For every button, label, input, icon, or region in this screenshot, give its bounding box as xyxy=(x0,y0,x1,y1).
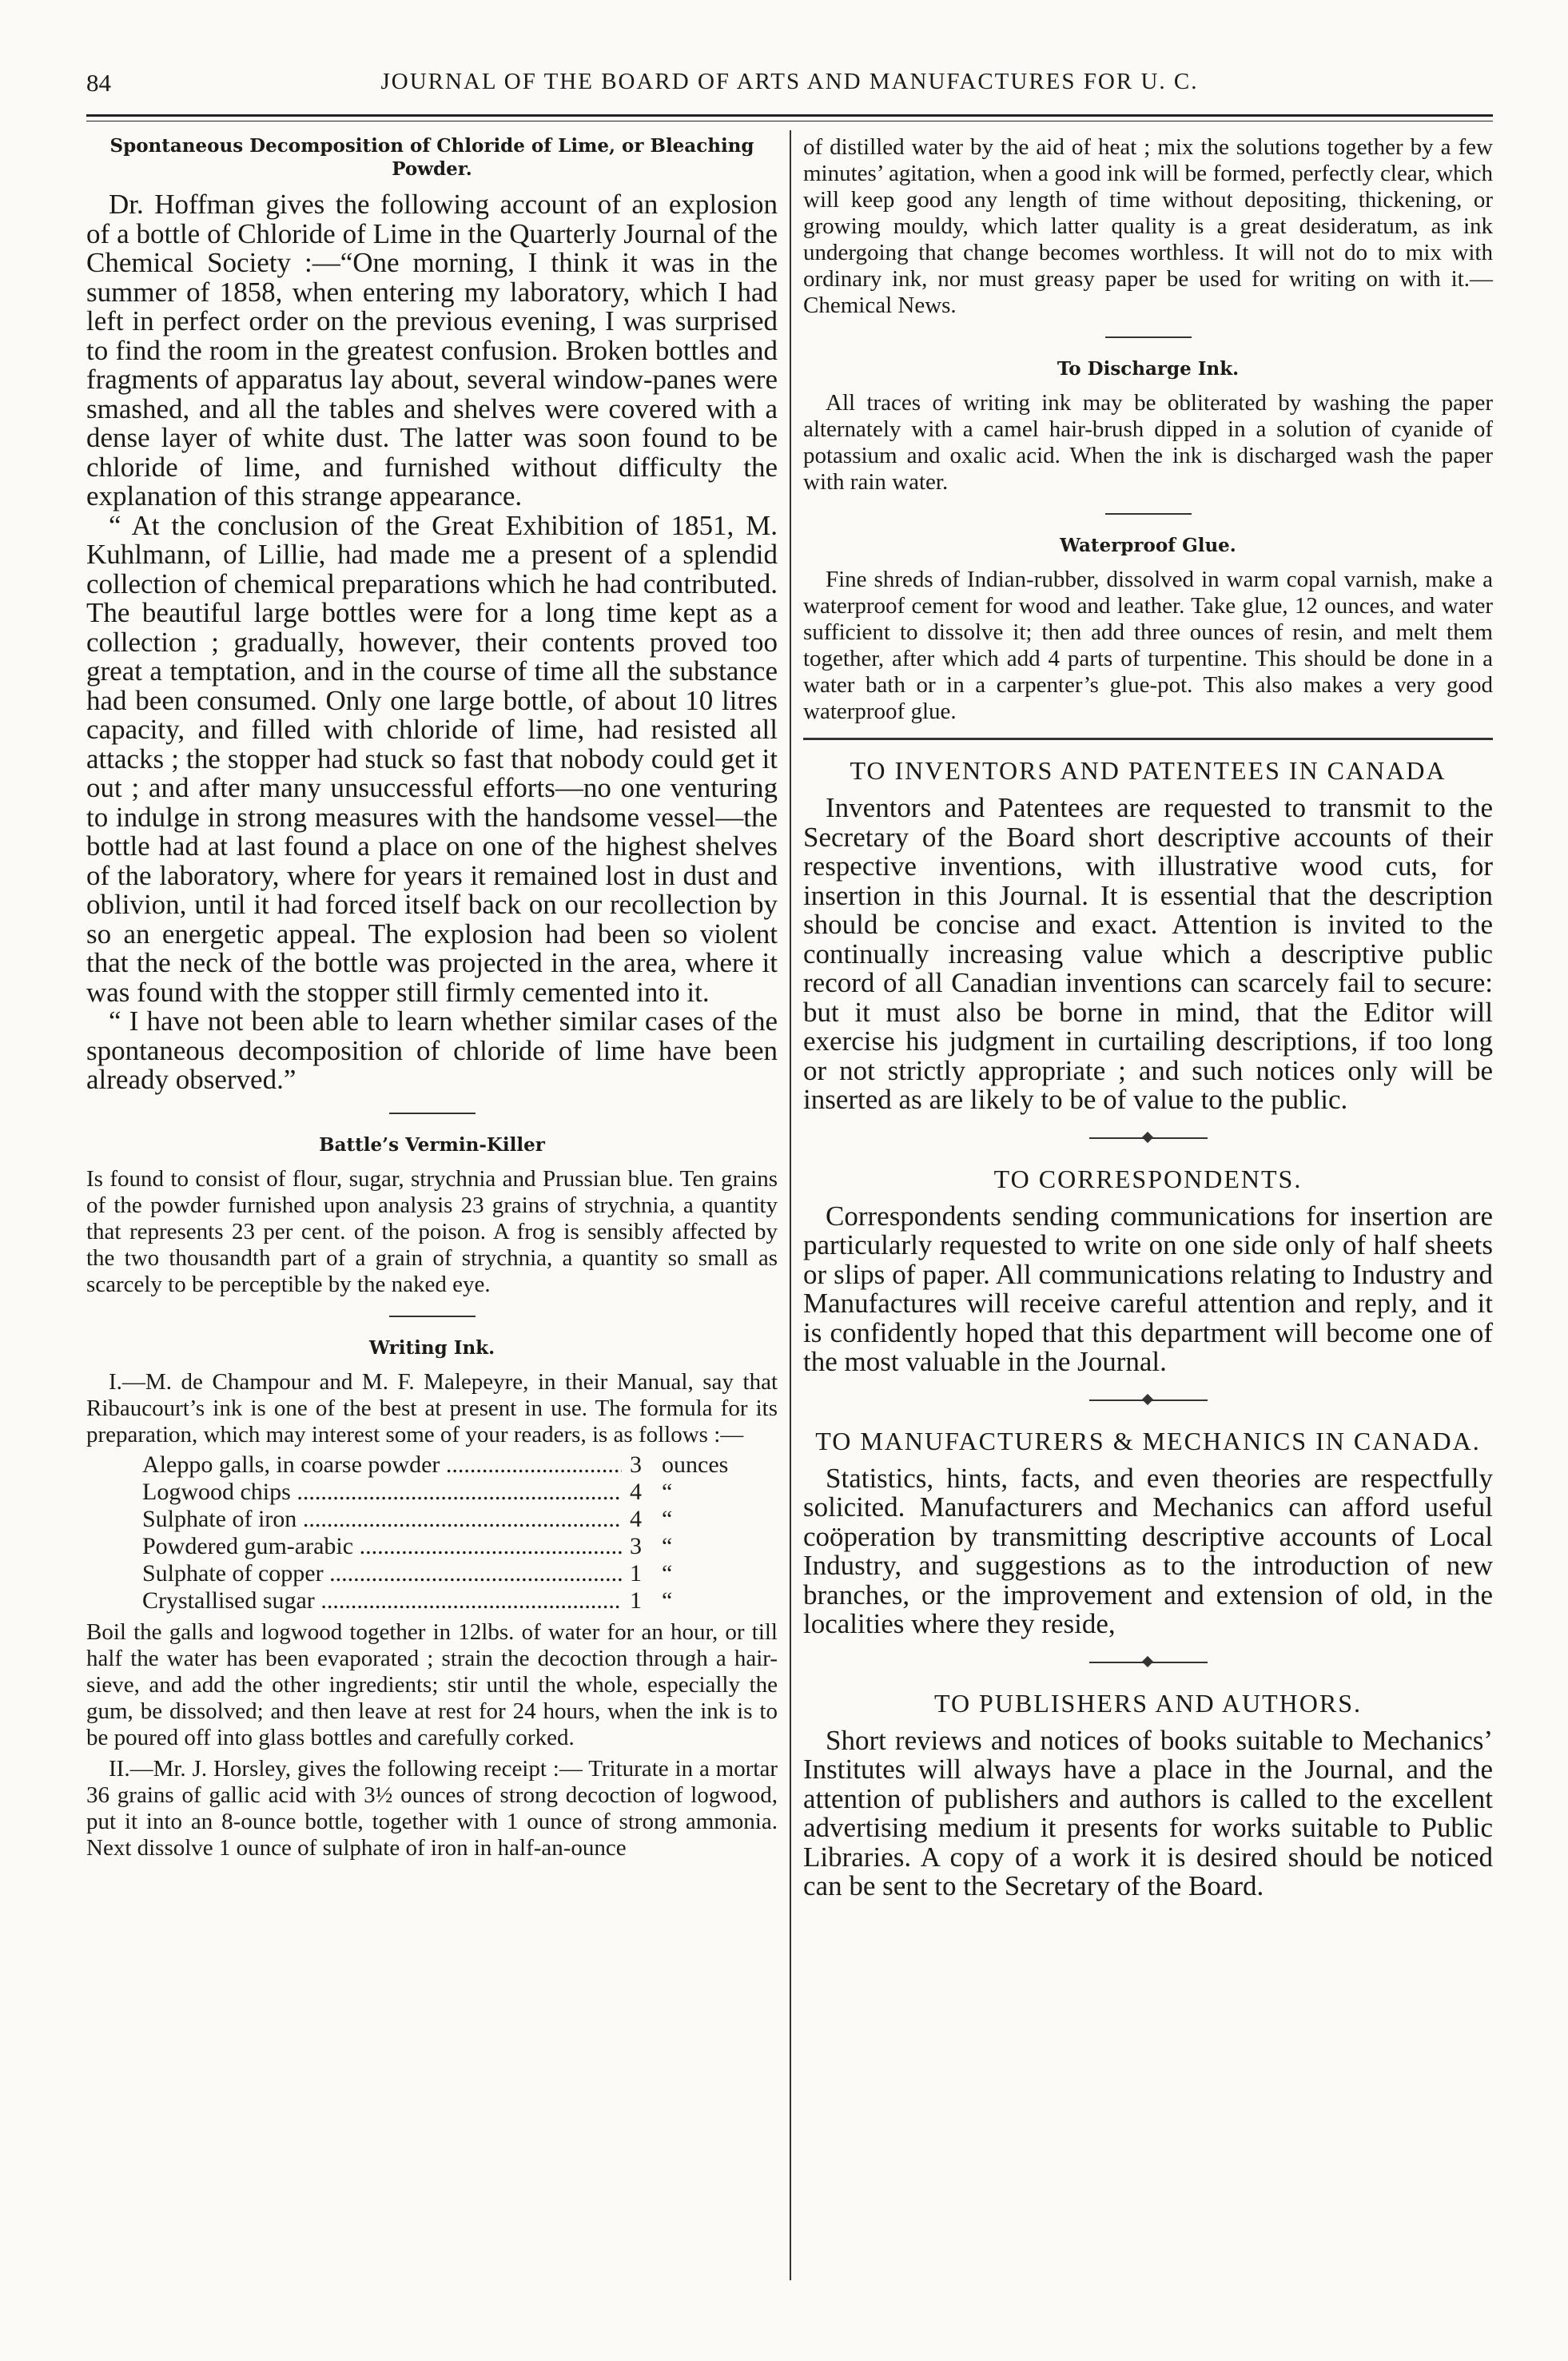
notice-publishers xyxy=(803,1689,1493,1901)
recipe-row xyxy=(142,1587,750,1614)
paragraph: All traces of writing ink may be obliterated by washing the paper alternately with a camel hair-brush dipped in a solution of cyanide of potassium and oxalic acid. When the ink is discharged wash the paper with rain water. xyxy=(803,390,1493,495)
paragraph: II.—Mr. J. Horsley, gives the following receipt :— Triturate in a mortar 36 grains of gallic acid with 3½ ounces of strong decoction of logwood, put it into an 8-ounce bottle, together with 1 ounce of strong ammonia. Next dissolve 1 ounce of sulphate of iron in half-an-ounce xyxy=(86,1755,778,1861)
paragraph: Short reviews and notices of books suitable to Mechanics’ Institutes will always have a place in the Journal, and the attention of publishers and authors is called to the excellent advertising medium it presents for works suitable to Public Libraries. A copy of a work it is desired should be noticed can be sent to the Secretary of the Board. xyxy=(803,1724,1493,1901)
unit: “ xyxy=(662,1532,673,1559)
unit: “ xyxy=(662,1478,673,1505)
ornament-separator xyxy=(1089,1399,1208,1401)
article-discharge-ink xyxy=(803,357,1493,496)
notice-manufacturers xyxy=(803,1427,1493,1639)
notice-inventors xyxy=(803,756,1493,1115)
article-title: To Discharge Ink. xyxy=(1057,358,1240,380)
recipe-row xyxy=(142,1560,750,1587)
quantity: 3 xyxy=(630,1532,642,1559)
article-writing-ink xyxy=(86,1336,778,1861)
paragraph: Statistics, hints, facts, and even theories are respectfully solicited. Manufacturers and Mechanics can afford useful coöperation by transmitting descriptive accounts of Local Industry, and suggestions as to the introduction of new branches, or the improvement and extension of old, in the localities where they reside, xyxy=(803,1462,1493,1639)
column-divider xyxy=(790,130,791,2280)
paragraph: I.—M. de Champour and M. F. Malepeyre, in their Manual, say that Ribaucourt’s ink is one of the best at present in use. The formula for its preparation, which may interest some of your readers, is as follows :— xyxy=(86,1368,778,1447)
ingredient: Crystallised sugar ..... xyxy=(142,1587,622,1614)
section-rule xyxy=(803,738,1493,740)
paragraph-continued: of distilled water by the aid of heat ; mix the solutions together by a few minutes’ agitation, when a good ink will be formed, perfectly clear, which will keep good any length of time without depositing, thickening, or growing mouldy, which latter quality is a great desideratum, as ink undergoing that change becomes worthless. It will not do to mix with ordinary ink, nor must greasy paper be used for writing on with it.—Chemical News. xyxy=(803,134,1493,318)
paragraph: Inventors and Patentees are requested to transmit to the Secretary of the Board short descriptive accounts of their respective inventions, with illustrative wood cuts, for insertion in this Journal. It is essential that the description should be concise and exact. Attention is invited to the continually increasing value which a descriptive public record of all Canadian inventions can scarcely fail to secure: but it must also be borne in mind, that the Editor will exercise his judgment in curtailing descriptions, if too long or not strictly appropriate ; and such notices only will be inserted as are likely to be of value to the public. xyxy=(803,792,1493,1115)
paragraph: Dr. Hoffman gives the following account of an explosion of a bottle of Chloride of Lime in the Quarterly Journal of the Chemical Society :—“One morning, I think it was in the summer of 1858, when entering my laboratory, which I had left in perfect order on the previous evening, I was surprised to find the room in the greatest confusion. Broken bottles and fragments of apparatus lay about, several window-panes were smashed, and all the tables and shelves were covered with a dense layer of white dust. The latter was soon found to be chloride of lime, and furnished without difficulty the explanation of this strange appearance. xyxy=(86,189,778,512)
recipe-row xyxy=(142,1479,750,1506)
running-head xyxy=(86,69,1493,117)
notice-title: TO CORRESPONDENTS. xyxy=(993,1164,1303,1193)
header-rule xyxy=(86,114,1493,117)
article-title: Battle’s Vermin-Killer xyxy=(319,1133,545,1156)
notice-title: TO PUBLISHERS AND AUTHORS. xyxy=(933,1688,1363,1718)
notice-title: TO INVENTORS AND PATENTEES IN CANADA xyxy=(850,756,1447,785)
notice-title: TO MANUFACTURERS & MECHANICS IN CANADA. xyxy=(815,1426,1481,1455)
page-number: 84 xyxy=(86,69,111,97)
ingredient: Logwood chips ..... xyxy=(142,1479,622,1506)
quantity: 1 xyxy=(630,1587,642,1614)
ingredient: Powdered gum-arabic ..... xyxy=(142,1533,622,1560)
paragraph: Boil the galls and logwood together in 12lbs. of water for an hour, or till half the water has been evaporated ; strain the decoction through a hair-sieve, and add the other ingredients; stir until the whole, especially the gum, be dissolved; and then leave at rest for 24 hours, when the ink is to be poured off into glass bottles and carefully corked. xyxy=(86,1618,778,1750)
section-separator xyxy=(389,1316,476,1317)
left-column xyxy=(86,134,778,1861)
recipe-row xyxy=(142,1451,750,1479)
quantity: 3 xyxy=(630,1451,642,1478)
unit: ounces xyxy=(662,1451,729,1478)
ornament-separator xyxy=(1089,1662,1208,1663)
quantity: 1 xyxy=(630,1559,642,1587)
article-chloride-of-lime xyxy=(86,134,778,1095)
paragraph: Is found to consist of flour, sugar, strychnia and Prussian blue. Ten grains of the powder furnished upon analysis 23 grains of strychnia, a quantity that represents 23 per cent. of the poison. A frog is sensibly affected by the two thousandth part of a grain of strychnia, a quantity so small as scarcely to be perceptible by the naked eye. xyxy=(86,1165,778,1297)
unit: “ xyxy=(662,1587,673,1614)
paragraph: “ I have not been able to learn whether similar cases of the spontaneous decomposition of chloride of lime have been already observed.” xyxy=(86,1005,778,1095)
quantity: 4 xyxy=(630,1478,642,1505)
paragraph: Correspondents sending communications for insertion are particularly requested to write on one side only of half sheets or slips of paper. All communications relating to Industry and Manufactures will receive careful attention and reply, and it is confidently hoped that this department will become one of the most valuable in the Journal. xyxy=(803,1200,1493,1377)
recipe-row xyxy=(142,1533,750,1560)
article-title: Writing Ink. xyxy=(368,1336,495,1359)
journal-title: JOURNAL OF THE BOARD OF ARTS AND MANUFACTURES FOR U. C. xyxy=(380,69,1199,94)
article-title: Spontaneous Decomposition of Chloride of Lime, or Bleaching Powder. xyxy=(109,135,754,180)
notice-correspondents xyxy=(803,1165,1493,1377)
quantity: 4 xyxy=(630,1505,642,1532)
paragraph: Fine shreds of Indian-rubber, dissolved in warm copal varnish, make a waterproof cement for wood and leather. Take glue, 12 ounces, and water sufficient to dissolve it; then add three ounces of resin, and melt them together, after which add 4 parts of turpentine. This should be done in a water bath or in a carpenter’s glue-pot. This also makes a very good waterproof glue. xyxy=(803,567,1493,724)
recipe-row xyxy=(142,1506,750,1533)
unit: “ xyxy=(662,1505,673,1532)
ingredient: Sulphate of iron ..... xyxy=(142,1506,622,1533)
article-title: Waterproof Glue. xyxy=(1060,535,1236,556)
ornament-separator xyxy=(1089,1137,1208,1139)
ingredient: Sulphate of copper ..... xyxy=(142,1560,622,1587)
unit: “ xyxy=(662,1559,673,1587)
article-waterproof-glue xyxy=(803,534,1493,725)
article-vermin-killer xyxy=(86,1133,778,1298)
section-separator xyxy=(389,1113,476,1114)
right-column xyxy=(803,134,1493,1901)
section-separator xyxy=(1105,513,1192,515)
ingredient: Aleppo galls, in coarse powder ..... xyxy=(142,1451,622,1479)
ink-recipe-table xyxy=(142,1451,750,1614)
paragraph: “ At the conclusion of the Great Exhibition of 1851, M. Kuhlmann, of Lillie, had made me a present of a splendid collection of chemical preparations which he had contributed. The beautiful large bottles were for a long time kept as a collection ; gradually, however, their contents proved too great a temptation, and in the course of time all the substance had been consumed. Only one large bottle, of about 10 litres capacity, and filled with chloride of lime, had resisted all attacks ; the stopper had stuck so fast that nobody could get it out ; and after many unsuccessful efforts—no one venturing to indulge in strong measures with the handsome vessel—the bottle had at last found a place on one of the highest shelves of the laboratory, where for years it remained lost in dust and oblivion, until it had forced itself back on our recollection by so an energetic appeal. The explosion had been so violent that the neck of the bottle was projected in the area, where it was found with the stopper still firmly cemented into it. xyxy=(86,509,778,1008)
section-separator xyxy=(1105,336,1192,338)
